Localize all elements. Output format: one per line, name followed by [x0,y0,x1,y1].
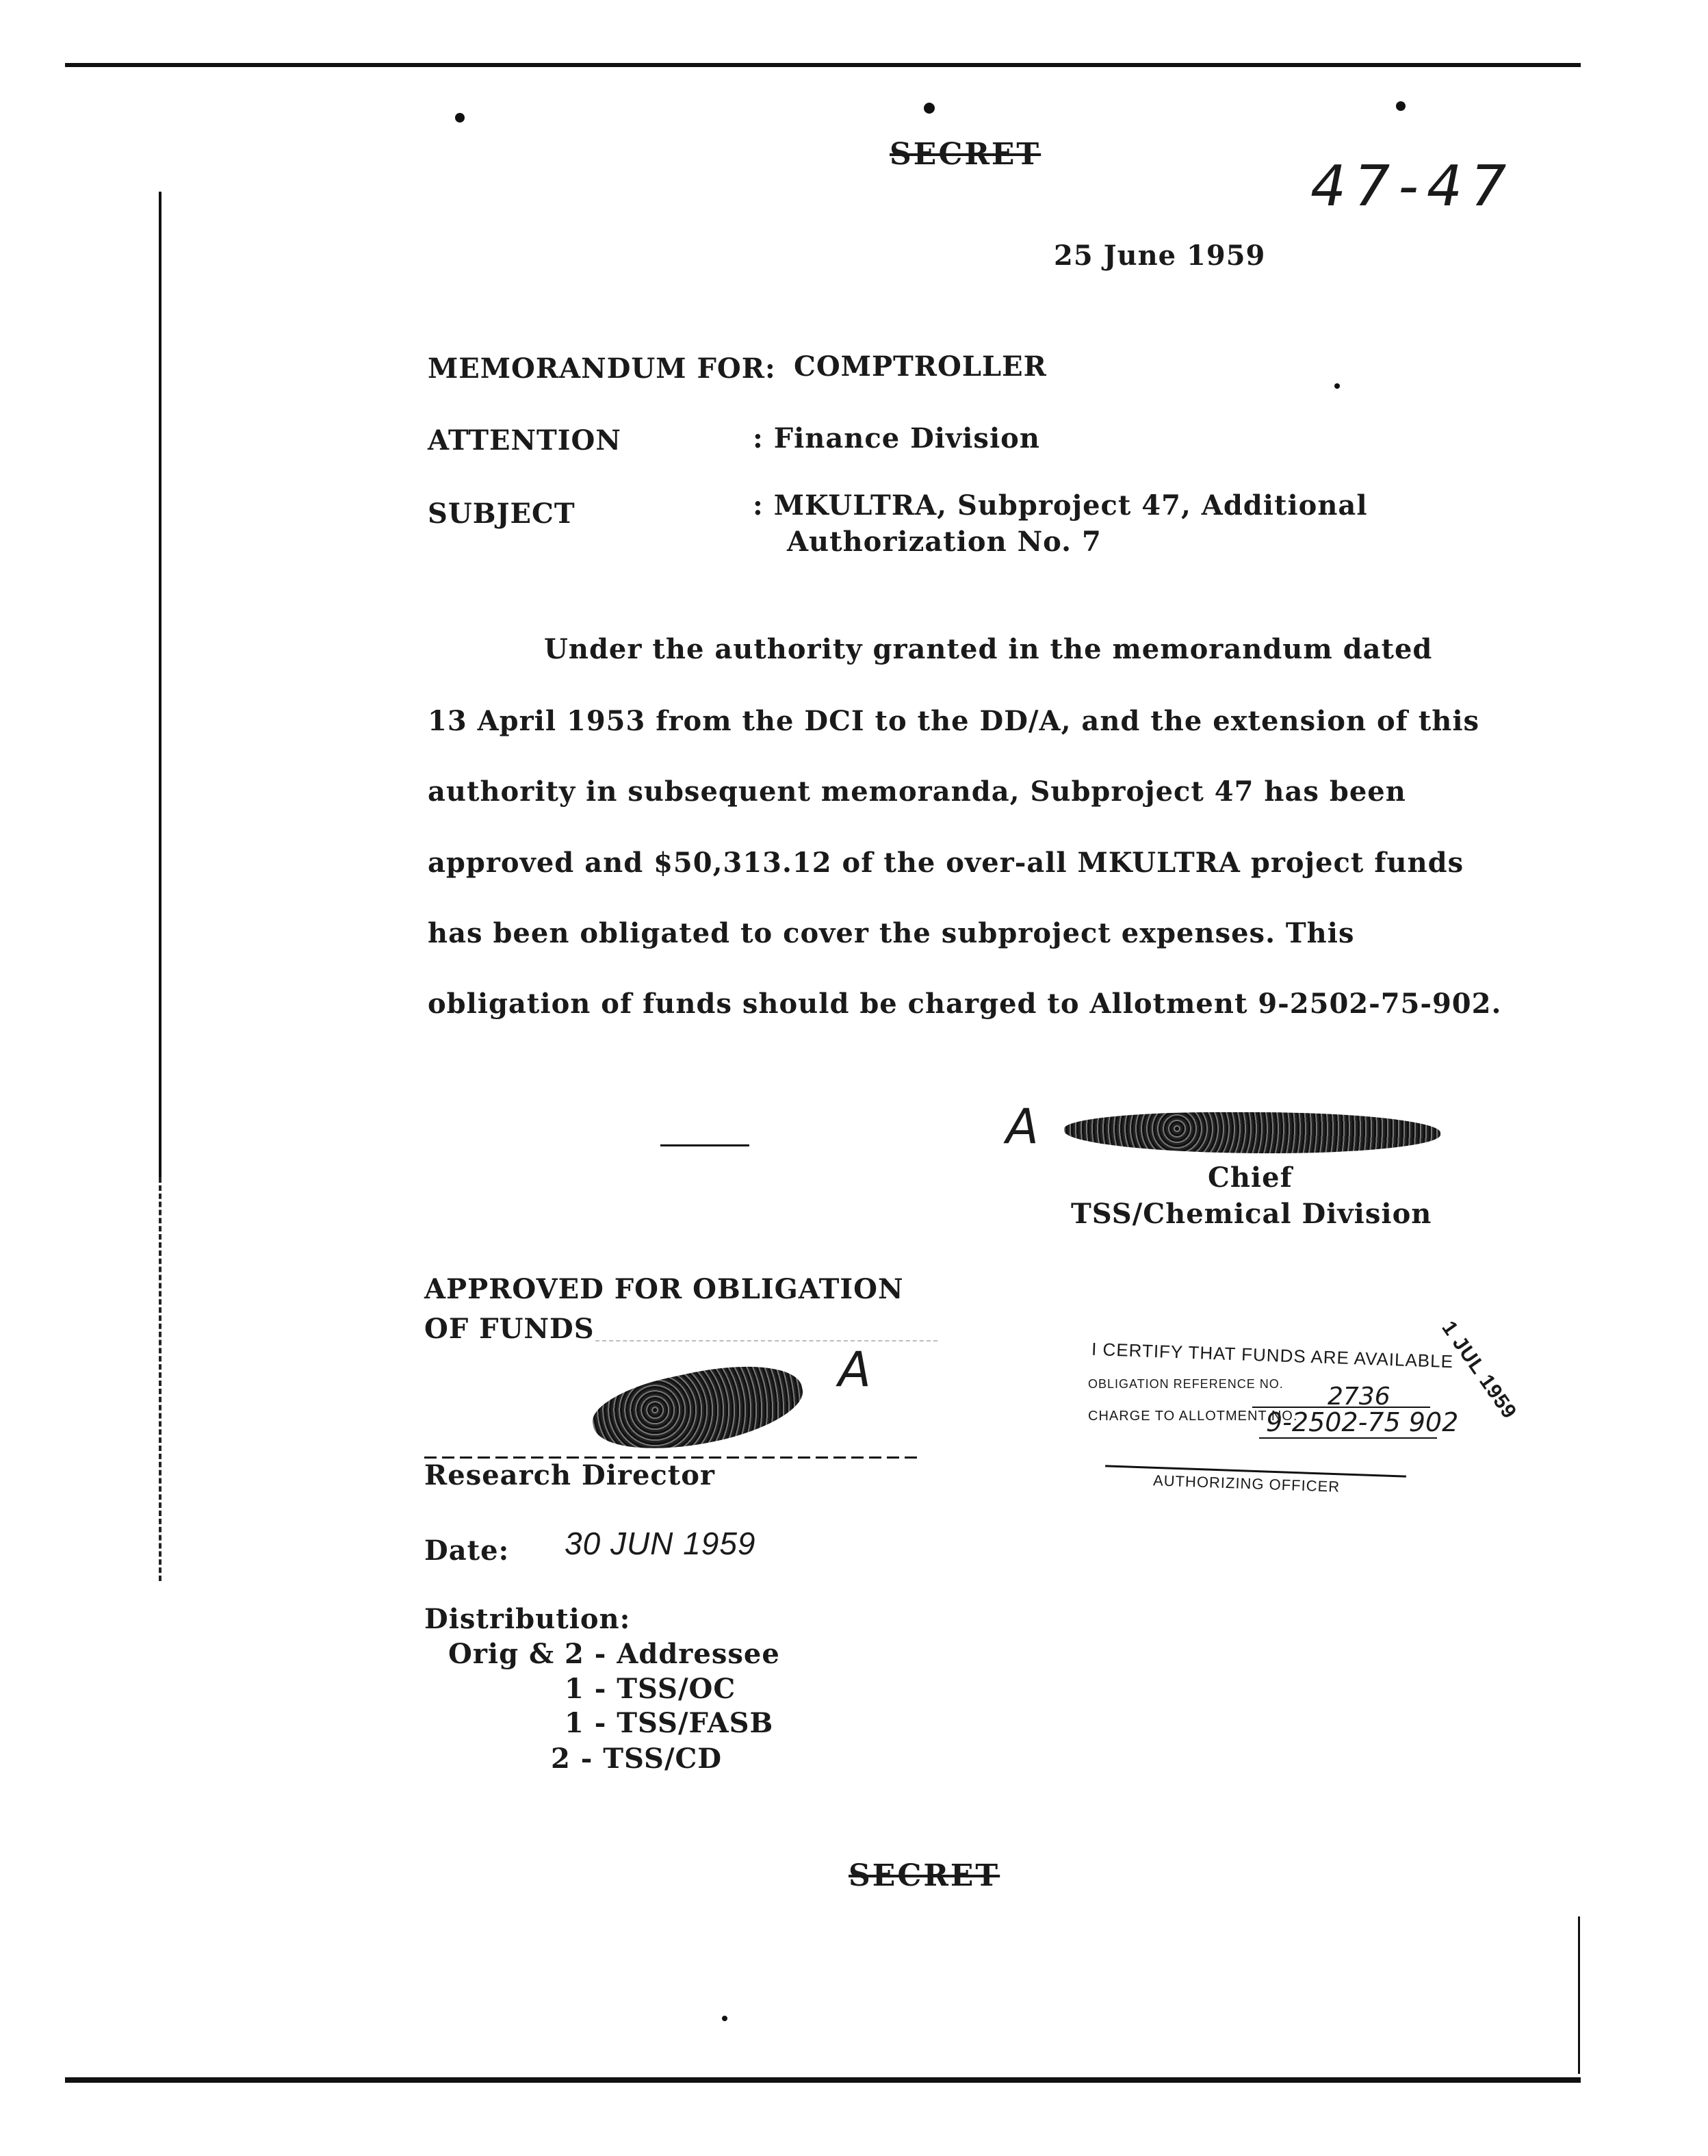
memorandum-for-value: COMPTROLLER [794,350,1047,383]
approval-line1: APPROVED FOR OBLIGATION [424,1273,904,1305]
signature-org: TSS/Chemical Division [1071,1198,1432,1230]
signature-title: Chief [1208,1162,1293,1194]
body-line-2: 13 April 1953 from the DCI to the DD/A, and the extension of this [428,705,1480,737]
redacted-signature [1064,1112,1440,1153]
distribution-label: Distribution: [424,1603,631,1635]
obligation-ref-value: 2736 [1328,1383,1390,1411]
classification-bottom: SECRET [849,1858,1000,1893]
date-stamp-value: 30 JUN 1959 [565,1526,756,1561]
subject-value-line1: : MKULTRA, Subproject 47, Additional [753,489,1368,522]
approval-underline [595,1340,937,1342]
distribution-item: 2 - TSS/CD [551,1743,723,1775]
scan-speck [722,2016,727,2021]
research-director-line [424,1456,917,1459]
body-line-3: authority in subsequent memoranda, Subproject 47 has been [428,775,1406,808]
right-edge-line [1578,1916,1580,2074]
body-line-4: approved and $50,313.12 of the over-all MKULTRA project funds [428,847,1464,879]
memorandum-for-label: MEMORANDUM FOR: [428,352,776,385]
classification-top: SECRET [890,137,1041,172]
handwritten-doc-number: 47-47 [1310,154,1515,219]
date-stamp-rotated: 1 JUL 1959 [1437,1317,1521,1424]
memo-date: 25 June 1959 [1054,240,1266,272]
scan-speck [924,103,935,114]
obligation-ref-label: OBLIGATION REFERENCE NO. [1088,1377,1284,1391]
body-line-5: has been obligated to cover the subproject expenses. This [428,917,1355,949]
signature-initial-mark: A [1006,1099,1039,1155]
subject-value-line2: Authorization No. 7 [787,526,1102,558]
date-label: Date: [424,1535,510,1567]
scan-speck [1334,383,1340,389]
research-director-title: Research Director [424,1459,716,1491]
allotment-label: CHARGE TO ALLOTMENT NO. [1088,1409,1298,1424]
distribution-item: 1 - TSS/FASB [565,1707,774,1739]
approval-initial-mark: A [838,1342,871,1398]
authorizing-officer-label: AUTHORIZING OFFICER [1152,1472,1341,1496]
attention-value: : Finance Division [753,422,1040,454]
signature-dash [660,1144,749,1146]
allotment-underline [1259,1437,1437,1439]
distribution-item: 1 - TSS/OC [565,1673,736,1705]
attention-label: ATTENTION [428,424,621,457]
allotment-value: 9-2502-75 902 [1266,1407,1459,1437]
body-line-6: obligation of funds should be charged to Allotment 9-2502-75-902. [428,988,1502,1020]
top-border-line [65,63,1581,67]
left-edge-line [159,192,161,1177]
left-margin-dashes [159,1177,161,1581]
certify-heading: I CERTIFY THAT FUNDS ARE AVAILABLE [1091,1338,1454,1372]
redacted-approver-signature [586,1351,809,1465]
body-line-1: Under the authority granted in the memorandum dated [544,633,1433,665]
scan-speck [455,113,465,123]
bottom-border-line [65,2077,1581,2083]
approval-line2: OF FUNDS [424,1313,595,1345]
subject-label: SUBJECT [428,498,575,530]
scan-speck [1396,101,1406,111]
distribution-item: Orig & 2 - Addressee [448,1638,780,1670]
